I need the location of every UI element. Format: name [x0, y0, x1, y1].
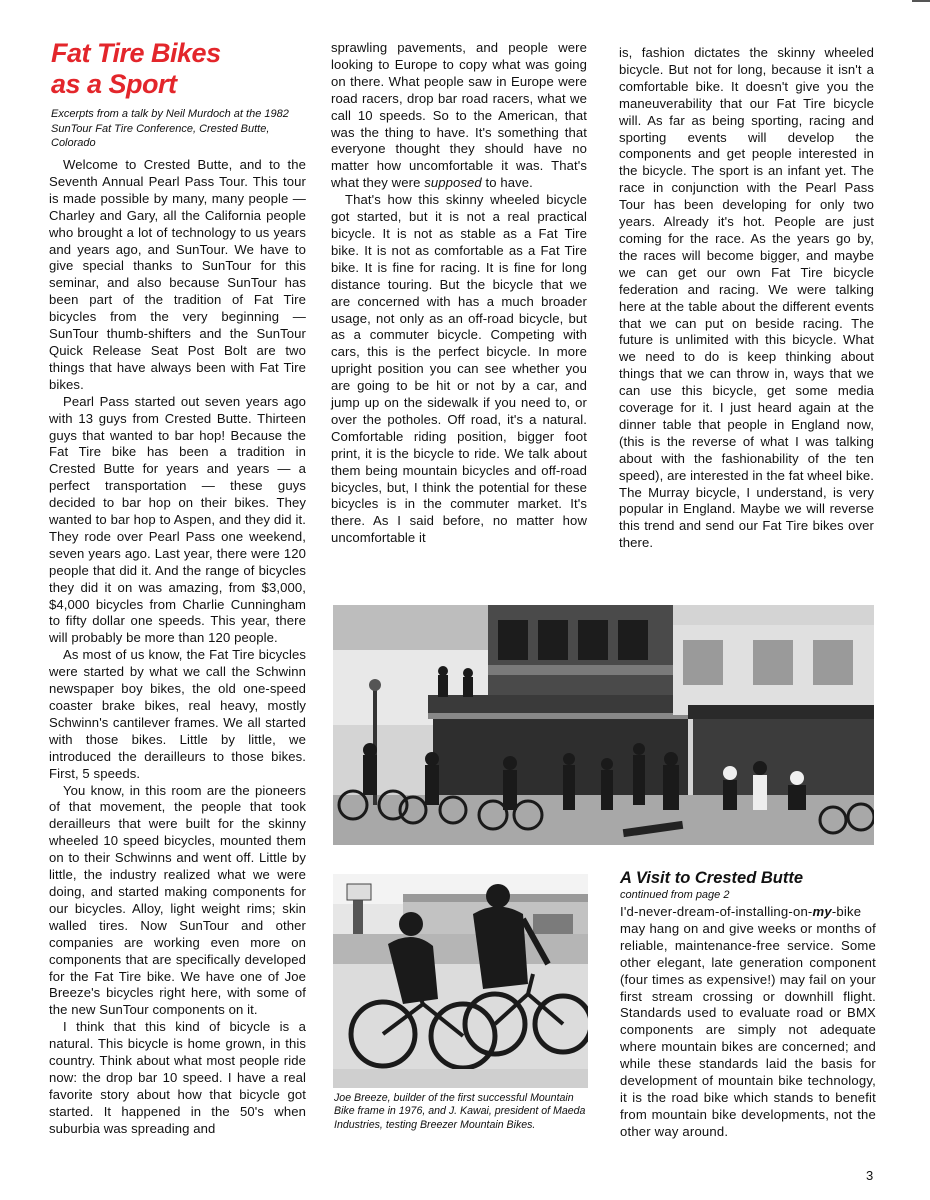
paragraph-text: to have.	[481, 175, 533, 191]
article-paragraph: That's how this skinny wheeled bicycle got started, but it is not a real practical bicycle. It is not as stable as a Fat Tire bike. It is not as comfortable as a Fat Tire bike. It is fine for racing. It is fine for long distance touring. But the bicycle that we are concerned with has a much broader usage, not only as an off-road bicycle, but as a commuter bicycle. Competing with cars, this is the perfect bicycle. In more upright position you can see whether you are going to be hit or not by a car, and jump up on the sidewalk if you need to, or over the potholes. Off road, it's a natural. Comfortable riding position, bigger foot print, it is the bicycle to ride. We talk about them being mountain bicycles and off-road bicycles, but, I think the potential for these bicycles is in the commuter market. It's there. As I said before, no matter how uncomfortable it	[331, 192, 587, 546]
article-paragraph: You know, in this room are the pioneers of that movement, the people that took derailleurs that were built for the skinny wheeled 10 speed bicycles, mounted them on to their Schwinns and went off. Little by little, the industry realized what we were doing, and started making components for our bicycles. Alloy, light weight rims; skin walled tires. Now SunTour and other companies are working even more on components that are specifically developed for the Fat Tire bike. We have one of Joe Breeze's bicycles right here, with some of the new SunTour components on it.	[49, 782, 306, 1018]
photo-caption	[334, 1092, 588, 1132]
riders-photo	[333, 874, 588, 1088]
article-paragraph: I think that this kind of bicycle is a natural. This bicycle is home grown, in this country. Think about what most people ride now: the drop bar 10 speed. I have a real favorite story about how that bicycle got started. It happened in the 50's when suburbia was spreading and	[49, 1019, 306, 1136]
sidebar-emphasis: my	[812, 904, 832, 919]
street-scene-illustration	[333, 605, 874, 845]
article-paragraph: is, fashion dictates the skinny wheeled bicycle. But not for long, because it isn't a comfortable bike. It doesn't give you the maneuverability that our Fat Tire bicycle will. As far as being sporting, racing and sporting events will develop the components and get people interested in the bicycle. The sport is an infant yet. The race in conjunction with the Pearl Pass Tour has been developing for only two years. Already it's hot. People are just coming for the race. As the years go by, the races will become bigger, and maybe we can get our own Fat Tire bicycle federation and racing. We were talking here at the table about the different events that we can put on beside racing. The future is unlimited with this bicycle. What we need to do is keep thinking about things that we can throw in, ways that we can use this bicycle, get some media coverage for it. I just heard again at the dinner table that people in England now, (this is the reverse of what I was talking about with the fashionability of the ten speed), are interested in the fat wheel bike. The Murray bicycle, I understand, is very popular in England. Maybe we will reverse this trend and send our Fat Tire bikes over there.	[619, 45, 874, 551]
page-number: 3	[866, 1168, 874, 1183]
scan-edge-mark	[912, 0, 930, 2]
article-title-line-1: Fat Tire Bikes	[51, 38, 221, 68]
article-column-2	[331, 40, 587, 547]
sidebar-title: A Visit to Crested Butte	[620, 869, 804, 887]
article-paragraph: Pearl Pass started out seven years ago with 13 guys from Crested Butte. Thirteen guys that wanted to bar hop! Because the Fat Tire bike has been a tradition in Crested Butte for years and years — a perfect transportation — these guys decided to bar hop on their bikes. They wanted to bar hop to Aspen, and they did it. They rode over Pearl Pass one weekend, seven years ago. Last year, there were 120 people that did it. And the range of bicycles they did it on was amazing, from $3,000, $4,000 bicycles from Charlie Cunningham to fifty dollar one speeds. This year, there will probably be more than 120 people.	[49, 393, 306, 646]
article-paragraph: As most of us know, the Fat Tire bicycles were started by what we call the Schwinn newspaper boy bikes, the old one-speed coaster brake bikes, real heavy, mostly Schwinn's cantilever frames. We all started with those bikes. Little by little, we introduced the derailleurs to those bikes. First, 5 speeds.	[49, 647, 306, 781]
article-paragraph	[331, 40, 587, 192]
street-scene-photo	[333, 605, 874, 845]
article-title	[51, 38, 301, 100]
continued-note: continued from page 2	[620, 889, 730, 901]
sidebar-text: -bike may hang on and give weeks or months of reliable, maintenance-free service. Some other elegant, late generation component (four times as expensive!) may fail on your first stream crossing or downhill flight. Standards used to evaluate road or BMX components are simply not adequate where mountain bikes are concerned; and while these standards laid the basis for development of mountain bike technology, it is the road bike which stands to benefit from mountain bike developments, not the other way around.	[620, 904, 876, 1139]
paragraph-text: sprawling pavements, and people were looking to Europe to copy what was going on there. What people saw in Europe were road racers, drop bar road racers, what we call 10 speeds. So to the American, that was the thing to have. It's something that everyone thought they should have no matter how uncomfortable it was. That's what they were	[331, 40, 587, 191]
photo-caption-text: Joe Breeze, builder of the first successful Mountain Bike frame in 1976, and J. Kawai, president of Maeda Industries, testing Breezer Mountain Bikes.	[334, 1092, 586, 1131]
article-subtitle: Excerpts from a talk by Neil Murdoch at the 1982 SunTour Fat Tire Conference, Crested Butte, Colorado	[51, 108, 289, 149]
article-title-line-2: as a Sport	[51, 69, 177, 99]
article-column-1	[49, 157, 306, 1138]
article-paragraph: Welcome to Crested Butte, and to the Seventh Annual Pearl Pass Tour. This tour is made possible by many, many people — Charley and Gary, all the California people who brought a lot of technology to us years and years ago, and SunTour. We have to give special thanks to SunTour for this seminar, and also because SunTour has been part of the tradition of Fat Tire bicycles from the very beginning — SunTour thumb-shifters and the SunTour Quick Release Seat Post Bolt are two things that have always been with Fat Tire bikes.	[49, 157, 306, 392]
sidebar-paragraph	[620, 904, 876, 1141]
article-column-3	[619, 45, 874, 552]
sidebar-text: I'd-never-dream-of-installing-on-	[620, 904, 813, 919]
sidebar-body	[620, 904, 876, 1141]
riders-illustration	[333, 874, 588, 1088]
emphasis-text: supposed	[424, 175, 482, 191]
